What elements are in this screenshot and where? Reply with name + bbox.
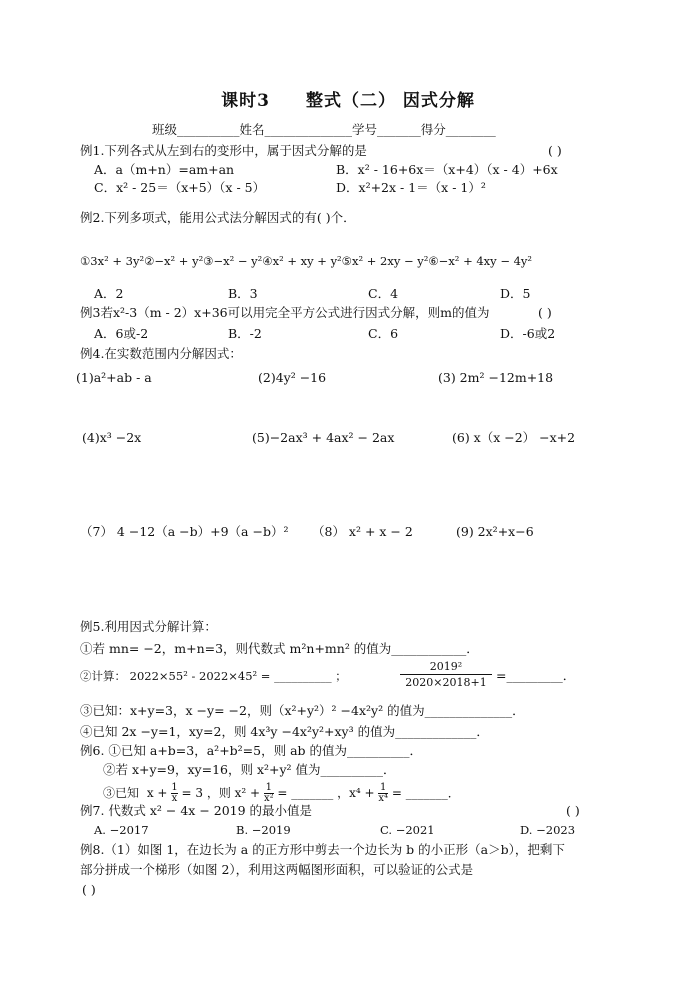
q7-option-d: D. −2023	[520, 823, 576, 837]
q1-option-a: A．a（m+n）=am+an	[94, 162, 235, 177]
q4-part-9: (9) 2x²+x−6	[456, 524, 534, 539]
q2-option-c: C．4	[368, 286, 399, 301]
q3-answer-paren: ( )	[538, 305, 552, 320]
q4-stem: 例4.在实数范围内分解因式：	[80, 346, 242, 361]
q7-option-a: A. −2017	[94, 823, 149, 837]
page-title: 课时3 整式（二） 因式分解	[221, 91, 475, 111]
q5-stem: 例5.利用因式分解计算：	[80, 619, 217, 634]
q4-part-3: (3) 2m² −12m+18	[438, 370, 554, 385]
q4-part-8: （8） x² + x − 2	[312, 524, 413, 539]
q4-part-6: (6) x（x −2） −x+2	[452, 430, 576, 445]
q5-sub-3: ③已知：x+y=3，x −y= −2，则（x²+y²）² −4x²y² 的值为______________．	[80, 703, 525, 718]
q6-sub-1: 例6. ①已知 a+b=3，a²+b²=5，则 ab 的值为__________．	[80, 743, 423, 758]
q2-option-b: B．3	[228, 286, 258, 301]
q7-stem: 例7. 代数式 x² − 4x − 2019 的最小值是	[80, 803, 313, 818]
q8-answer-paren: ( )	[82, 882, 96, 897]
frac-numerator: 1	[380, 782, 387, 793]
q7-option-c: C. −2021	[380, 823, 435, 837]
q5-fraction-numerator: 2019²	[400, 660, 492, 675]
q5-sub-4: ④已知 2x −y=1，xy=2，则 4x³y −4x²y²+xy³ 的值为_____________．	[80, 724, 489, 739]
q8-line-2: 部分拼成一个梯形（如图 2），利用这两幅图形面积，可以验证的公式是	[80, 862, 474, 877]
q4-part-1: (1)a²+ab - a	[76, 370, 152, 385]
q2-option-a: A．2	[94, 286, 124, 301]
q1-stem: 例1.下列各式从左到右的变形中，属于因式分解的是	[80, 143, 367, 158]
student-info-line: 班级__________姓名______________学号_______得分________	[152, 122, 496, 137]
q3-option-b: B．-2	[228, 326, 262, 341]
q6-sub-2: ②若 x+y=9，xy=16，则 x²+y² 值为__________．	[103, 762, 396, 777]
q3-option-a: A．6或-2	[94, 326, 149, 341]
frac-numerator: 1	[171, 782, 178, 793]
q5-fraction-denominator: 2020×2018+1	[405, 676, 487, 689]
q6-sub-3-mid: = 3 ，则 x² +	[181, 786, 261, 800]
q8-line-1: 例8.（1）如图 1，在边长为 a 的正方形中剪去一个边长为 b 的小正形（a＞b），把剩下	[80, 842, 565, 857]
frac-denominator: x²	[263, 793, 274, 804]
q6-sub-3-mid2: = _______ ，x⁴ +	[277, 786, 375, 800]
q1-answer-paren: ( )	[548, 143, 562, 158]
fraction-one-over-x	[171, 783, 177, 804]
frac-denominator: x	[171, 793, 178, 804]
q4-part-5: (5)−2ax³ + 4ax² − 2ax	[252, 430, 395, 445]
q6-sub-3	[103, 782, 460, 804]
q1-option-c: C．x² - 25＝（x+5）（x - 5）	[94, 180, 266, 195]
q7-option-b: B. −2019	[236, 823, 291, 837]
q1-option-b: B．x² - 16+6x＝（x+4）（x - 4）+6x	[336, 162, 558, 177]
q2-stem: 例2.下列多项式，能用公式法分解因式的有( )个．	[80, 210, 356, 225]
q3-option-d: D．-6或2	[500, 326, 556, 341]
q1-option-d: D．x²+2x - 1＝（x - 1）²	[336, 180, 486, 195]
q2-items: ①3x² + 3y²②−x² + y²③−x² − y²④x² + xy + y²⑤x² + 2xy − y²⑥−x² + 4xy − 4y²	[80, 254, 533, 268]
q2-option-d: D．5	[500, 286, 531, 301]
fraction-one-over-x4	[378, 783, 388, 804]
q5-sub-1: ①若 mn= −2，m+n=3，则代数式 m²n+mn² 的值为____________．	[80, 641, 479, 656]
q5-sub-2-left: ②计算： 2022×55² - 2022×45² = __________ ；	[80, 669, 347, 683]
q4-part-2: (2)4y² −16	[258, 370, 327, 385]
q4-part-7: （7） 4 −12（a −b）+9（a −b）²	[80, 524, 289, 539]
q7-answer-paren: ( )	[566, 803, 580, 818]
q6-sub-3-expr: x +	[146, 786, 168, 800]
q5-sub-2-right: =_________．	[496, 668, 576, 683]
q3-stem: 例3若x²-3（m - 2）x+36可以用完全平方公式进行因式分解，则m的值为	[80, 305, 490, 320]
q6-sub-3-end: = _______．	[391, 786, 460, 800]
q4-part-4: (4)x³ −2x	[82, 430, 142, 445]
q6-sub-3-label: ③已知	[103, 786, 140, 800]
frac-denominator: x⁴	[378, 793, 389, 804]
q5-fraction	[400, 660, 492, 689]
fraction-one-over-x2	[264, 783, 274, 804]
q3-option-c: C．6	[368, 326, 399, 341]
frac-numerator: 1	[265, 782, 272, 793]
